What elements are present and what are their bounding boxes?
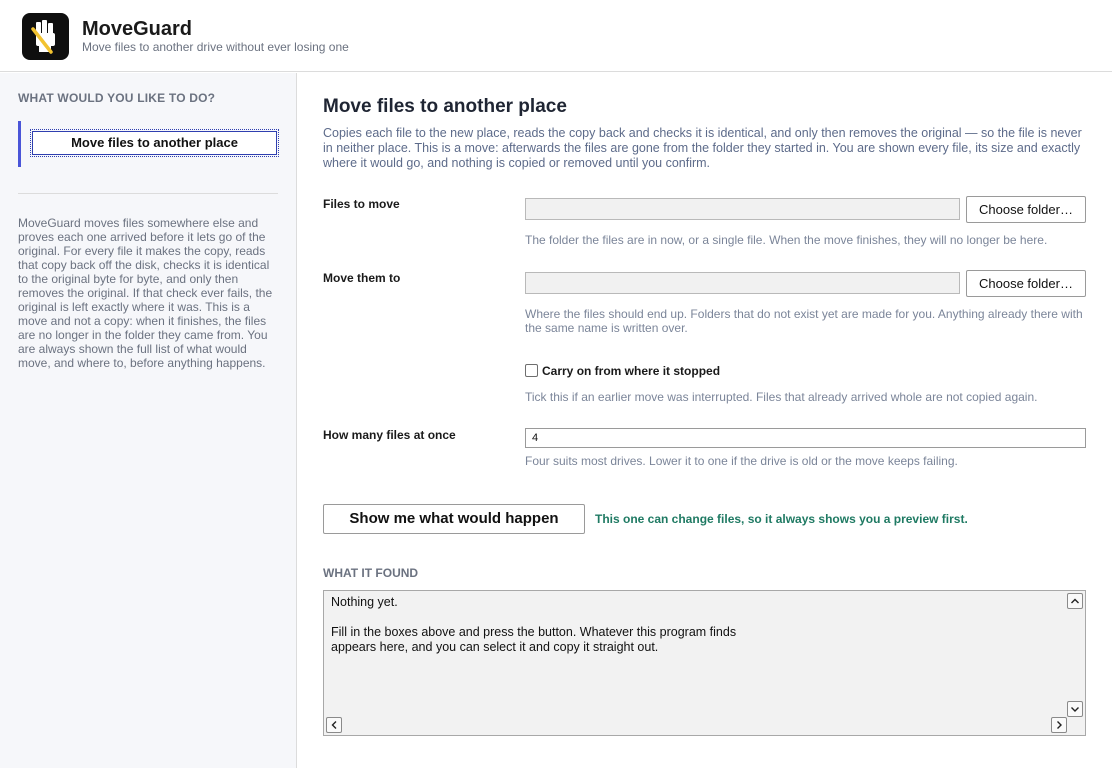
source-hint: The folder the files are in now, or a single file. When the move finishes, they will no longer be here. [525, 233, 1048, 247]
scroll-left-icon[interactable] [326, 717, 342, 733]
page-title: Move files to another place [323, 96, 567, 117]
sidebar-about-text: MoveGuard moves files somewhere else and proves each one arrived before it lets go of the original. For every file it makes the copy, reads that copy back off the disk, checks it is identical to the original byte for byte, and only then removes the original. If that check ever fails, the original is left exactly where it was. This is a move and not a copy: when it finishes, the files are no longer in the folder they came from. You are always shown the full list of what would move, and where to, before anything happens. [18, 216, 273, 370]
sidebar [0, 73, 297, 768]
choose-source-folder-button[interactable]: Choose folder… [966, 196, 1086, 223]
destination-path-input[interactable] [525, 272, 960, 294]
sidebar-heading: WHAT WOULD YOU LIKE TO DO? [18, 91, 216, 105]
choose-destination-folder-button[interactable]: Choose folder… [966, 270, 1086, 297]
task-move-files-button[interactable]: Move files to another place [32, 131, 277, 155]
page-description: Copies each file to the new place, reads the copy back and checks it is identical, and only then removes the original — so the file is never in neither place. This is a move: afterwards the files are gone from the folder they started in. You are shown every file, its size and exactly where it would go, and nothing is copied or removed until you confirm. [323, 126, 1082, 170]
source-label: Files to move [323, 197, 400, 211]
scroll-down-icon[interactable] [1067, 701, 1083, 717]
preview-note: This one can change files, so it always shows you a preview first. [595, 512, 968, 526]
results-output[interactable] [323, 590, 1086, 736]
sidebar-divider [18, 193, 278, 194]
source-path-input[interactable] [525, 198, 960, 220]
sidebar-item-move-files[interactable] [18, 121, 278, 167]
hand-stop-icon [22, 13, 69, 60]
resume-checkbox[interactable] [525, 364, 538, 377]
results-heading: WHAT IT FOUND [323, 566, 419, 580]
preview-button[interactable]: Show me what would happen [323, 504, 585, 534]
scroll-up-icon[interactable] [1067, 593, 1083, 609]
destination-hint: Where the files should end up. Folders that do not exist yet are made for you. Anything already there with the same name is written over. [525, 307, 1083, 335]
parallel-label: How many files at once [323, 428, 456, 442]
destination-label: Move them to [323, 271, 401, 285]
app-subtitle: Move files to another drive without ever losing one [82, 40, 349, 54]
scroll-right-icon[interactable] [1051, 717, 1067, 733]
parallel-count-input[interactable]: 4 [525, 428, 1086, 448]
app-header [0, 0, 1112, 72]
parallel-hint: Four suits most drives. Lower it to one if the drive is old or the move keeps failing. [525, 454, 958, 468]
app-title: MoveGuard [82, 18, 193, 40]
resume-hint: Tick this if an earlier move was interrupted. Files that already arrived whole are not copied again. [525, 390, 1038, 404]
results-text[interactable]: Nothing yet. Fill in the boxes above and press the button. Whatever this program finds appears here, and you can select it and copy it straight out. [331, 595, 737, 654]
resume-checkbox-label[interactable]: Carry on from where it stopped [542, 364, 721, 378]
